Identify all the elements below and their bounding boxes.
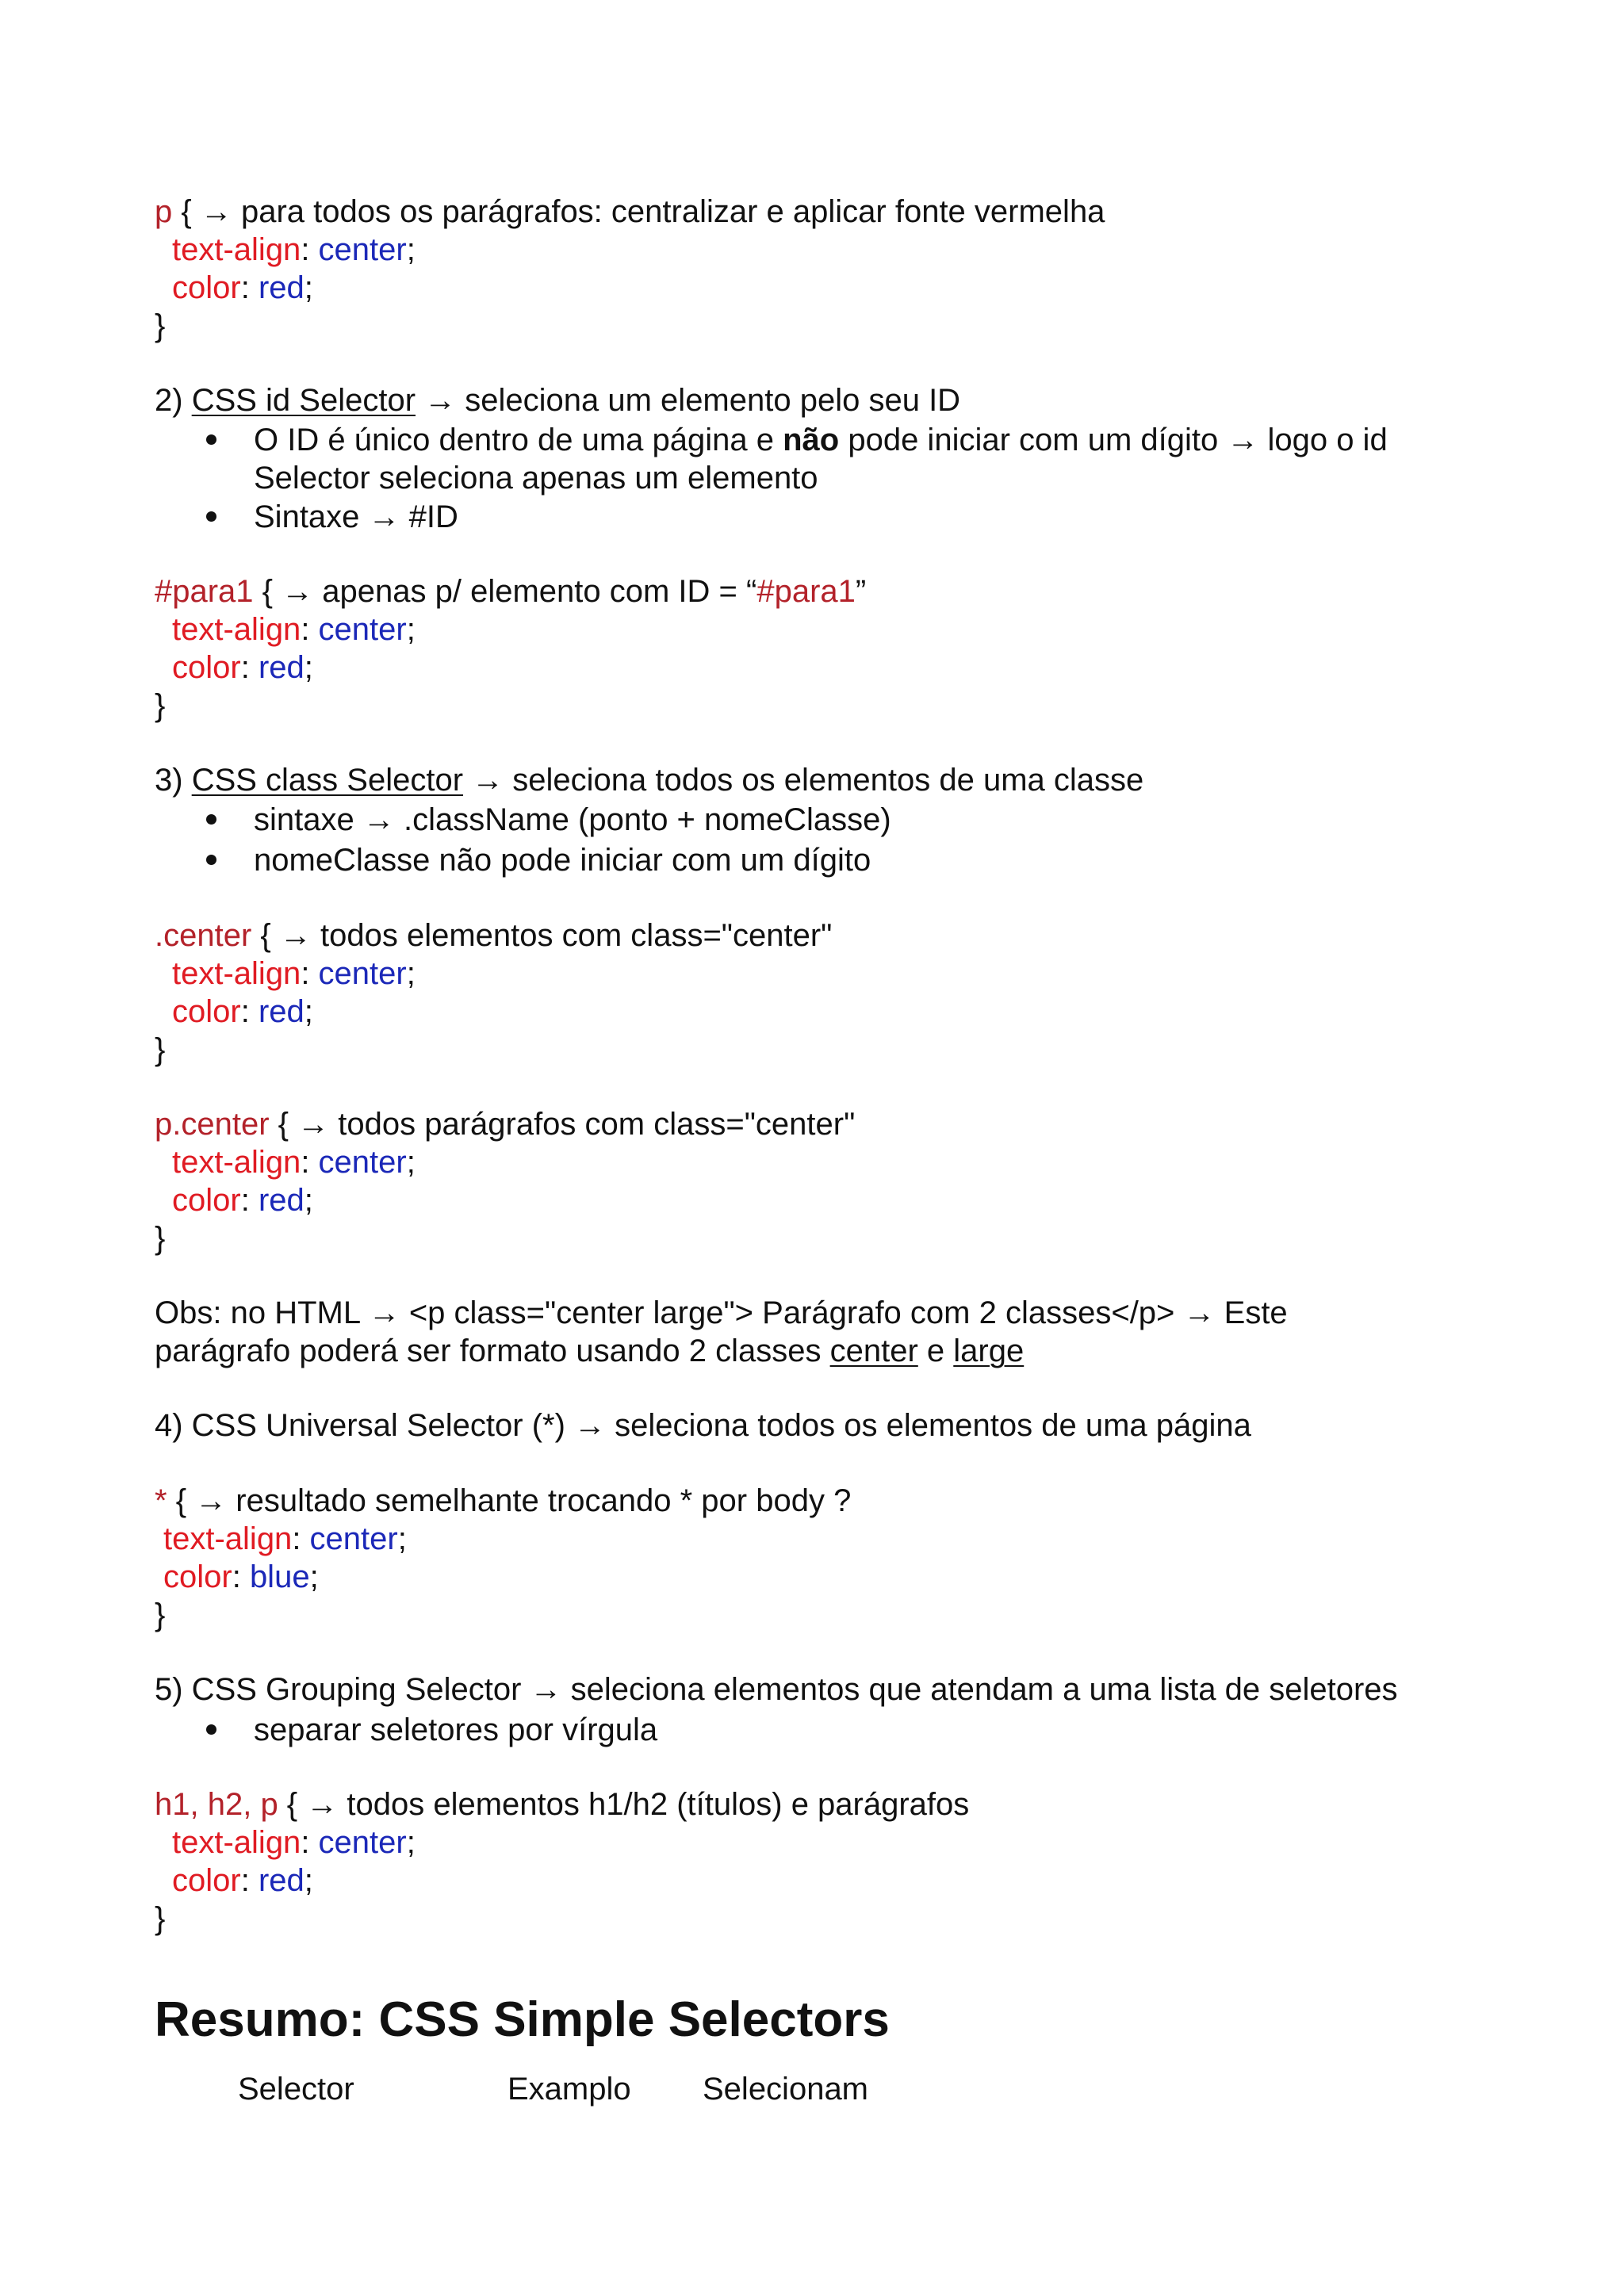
class-name: center <box>829 1334 918 1368</box>
css-value: center <box>318 1825 407 1860</box>
section-4-heading: 4) CSS Universal Selector (*) → seleciona todos os elementos de uma página <box>155 1408 1251 1443</box>
code-declaration: color: blue; <box>163 1559 319 1594</box>
table-header-selects: Selecionam <box>703 2072 869 2107</box>
code-line-universal-selector <box>155 1482 851 1520</box>
section-title: CSS id Selector <box>191 383 416 418</box>
css-property: text-align <box>172 956 301 991</box>
css-value: red <box>258 650 304 685</box>
comment: { → todos elementos h1/h2 (títulos) e parágrafos <box>278 1787 970 1822</box>
css-value: center <box>318 612 407 647</box>
code-line-pclass-selector <box>155 1105 855 1143</box>
bullet <box>206 434 216 445</box>
comment: { → apenas p/ elemento com ID = “ <box>253 574 757 609</box>
brace: { <box>172 194 201 229</box>
comment: → para todos os parágrafos: centralizar e aplicar fonte vermelha <box>200 194 1105 229</box>
css-selector: #para1 <box>155 574 254 609</box>
css-value: center <box>318 232 407 267</box>
css-selector: h1, h2, p <box>155 1787 278 1822</box>
bullet <box>206 1724 216 1735</box>
comment: { → todos elementos com class="center" <box>251 918 833 953</box>
code-declaration: text-align: center; <box>172 1825 416 1860</box>
css-property: text-align <box>172 232 301 267</box>
code-declaration: text-align: center; <box>163 1521 407 1556</box>
code-close-brace: } <box>155 688 166 723</box>
summary-heading: Resumo: CSS Simple Selectors <box>155 1992 890 2047</box>
css-property: color <box>172 994 241 1029</box>
code-line-group-selector <box>155 1785 969 1823</box>
code-declaration: text-align: center; <box>172 1145 416 1180</box>
bullet-text <box>254 421 1388 459</box>
css-property: text-align <box>172 1825 301 1860</box>
class-name: large <box>953 1334 1025 1368</box>
code-declaration: text-align: center; <box>172 956 416 991</box>
code-line-class-selector <box>155 916 832 955</box>
bullet-text: sintaxe → .className (ponto + nomeClasse) <box>254 802 891 837</box>
code-declaration: color: red; <box>172 270 313 305</box>
section-number: 3) <box>155 763 192 798</box>
bullet <box>206 511 216 522</box>
obs-line: Obs: no HTML → <p class="center large"> Parágrafo com 2 classes</p> → Este <box>155 1295 1288 1330</box>
css-value: red <box>258 994 304 1029</box>
code-declaration: color: red; <box>172 1183 313 1218</box>
css-property: color <box>163 1559 232 1594</box>
css-value: center <box>318 956 407 991</box>
text: O ID é único dentro de uma página e <box>254 423 783 457</box>
css-selector: * <box>155 1483 167 1518</box>
css-value: center <box>318 1145 407 1180</box>
code-close-brace: } <box>155 308 166 343</box>
code-close-brace: } <box>155 1221 166 1256</box>
css-value: center <box>309 1521 398 1556</box>
bullet <box>206 855 216 865</box>
css-property: text-align <box>163 1521 293 1556</box>
css-property: text-align <box>172 1145 301 1180</box>
bullet-text: separar seletores por vírgula <box>254 1712 658 1747</box>
section-3-heading <box>155 761 1143 799</box>
css-value: red <box>258 1183 304 1218</box>
code-declaration: color: red; <box>172 1863 313 1898</box>
section-number: 2) <box>155 383 192 418</box>
css-value: red <box>258 1863 304 1898</box>
code-declaration: color: red; <box>172 994 313 1029</box>
code-close-brace: } <box>155 1598 166 1632</box>
css-property: color <box>172 650 241 685</box>
css-selector: .center <box>155 918 252 953</box>
bold-text: não <box>783 423 840 457</box>
comment: { → todos parágrafos com class="center" <box>269 1107 856 1142</box>
text: e <box>917 1334 954 1368</box>
obs-line-continued <box>155 1332 1024 1370</box>
code-close-brace: } <box>155 1901 166 1936</box>
css-value: red <box>258 270 304 305</box>
css-selector: p <box>155 194 173 229</box>
bullet-text: Sintaxe → #ID <box>254 499 458 534</box>
table-header-example: Examplo <box>508 2072 631 2107</box>
code-declaration: color: red; <box>172 650 313 685</box>
code-declaration: text-align: center; <box>172 612 416 647</box>
bullet <box>206 814 216 825</box>
section-description: → seleciona todos os elementos de uma classe <box>463 763 1144 798</box>
comment-selector: #para1 <box>756 574 856 609</box>
css-property: color <box>172 1863 241 1898</box>
bullet-text: nomeClasse não pode iniciar com um dígito <box>254 843 871 878</box>
code-line-id-selector <box>155 572 866 610</box>
code-declaration: text-align: center; <box>172 232 416 267</box>
table-header-selector: Selector <box>238 2072 354 2107</box>
css-selector: p.center <box>155 1107 270 1142</box>
css-value: blue <box>249 1559 310 1594</box>
code-close-brace: } <box>155 1032 166 1067</box>
comment: { → resultado semelhante trocando * por body ? <box>167 1483 852 1518</box>
comment: ” <box>855 574 867 609</box>
bullet-text-continued: Selector seleciona apenas um elemento <box>254 461 818 496</box>
section-5-heading: 5) CSS Grouping Selector → seleciona elementos que atendam a uma lista de seletores <box>155 1672 1398 1707</box>
text: parágrafo poderá ser formato usando 2 classes <box>155 1334 830 1368</box>
css-property: color <box>172 1183 241 1218</box>
text: pode iniciar com um dígito → logo o id <box>839 423 1388 457</box>
section-title: CSS class Selector <box>191 763 464 798</box>
css-property: color <box>172 270 241 305</box>
section-description: → seleciona um elemento pelo seu ID <box>416 383 961 418</box>
css-property: text-align <box>172 612 301 647</box>
code-line-p-selector <box>155 193 1105 231</box>
section-2-heading <box>155 381 960 419</box>
